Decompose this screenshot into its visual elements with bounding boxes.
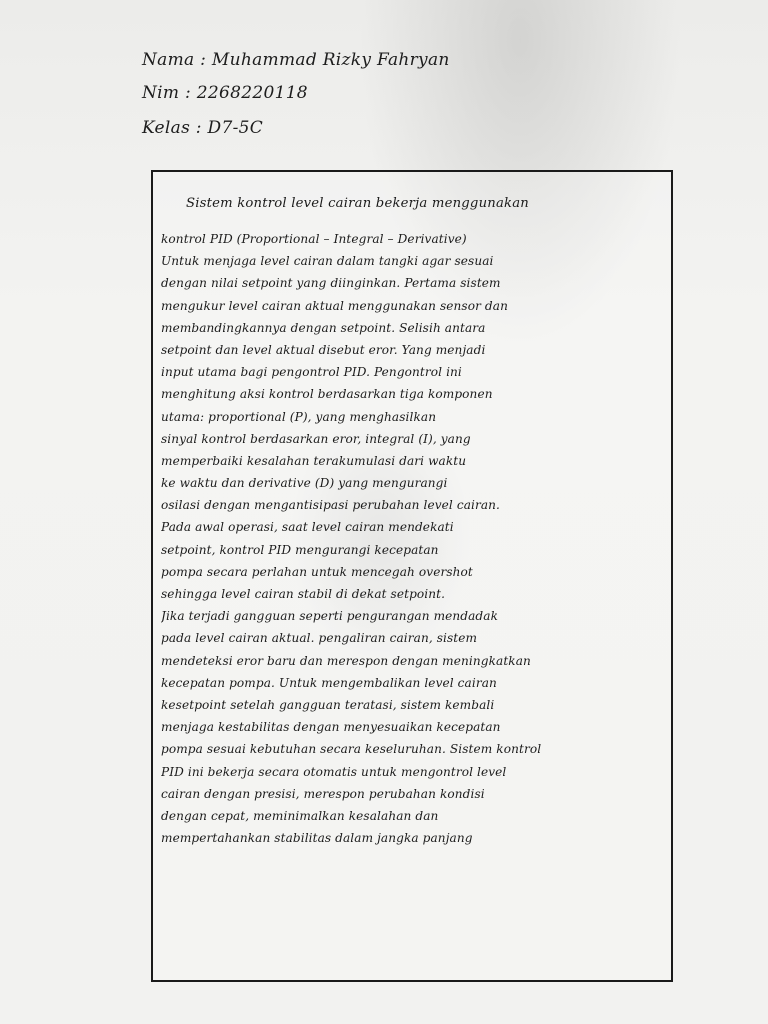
answer-line: Pada awal operasi, saat level cairan mendekati: [161, 520, 454, 535]
answer-line: utama: proportional (P), yang menghasilkan: [161, 409, 437, 424]
answer-line: sinyal kontrol berdasarkan eror, integral (I), yang: [161, 431, 471, 446]
answer-line: mendeteksi eror baru dan merespon dengan meningkatkan: [161, 653, 531, 668]
answer-line: pada level cairan aktual. pengaliran cairan, sistem: [161, 631, 478, 646]
student-name-line: Nama : Muhammad Rizky Fahryan: [142, 50, 450, 70]
answer-box: [151, 170, 673, 982]
answer-line: Untuk menjaga level cairan dalam tangki agar sesuai: [161, 254, 494, 269]
answer-line: mengukur level cairan aktual menggunakan sensor dan: [161, 298, 508, 313]
answer-line: pompa sesuai kebutuhan secara keseluruhan. Sistem kontrol: [161, 742, 542, 757]
answer-line: kontrol PID (Proportional – Integral – Derivative): [161, 232, 467, 246]
answer-line: ke waktu dan derivative (D) yang mengurangi: [161, 476, 448, 491]
answer-line: input utama bagi pengontrol PID. Pengontrol ini: [161, 365, 462, 380]
answer-line: pompa secara perlahan untuk mencegah overshot: [161, 564, 473, 579]
answer-line: osilasi dengan mengantisipasi perubahan level cairan.: [161, 498, 501, 513]
answer-line: sehingga level cairan stabil di dekat setpoint.: [161, 587, 446, 601]
answer-line: memperbaiki kesalahan terakumulasi dari waktu: [161, 453, 467, 468]
answer-body: [161, 228, 669, 849]
answer-line: kesetpoint setelah gangguan teratasi, sistem kembali: [161, 697, 495, 712]
answer-line: kecepatan pompa. Untuk mengembalikan level cairan: [161, 675, 497, 690]
student-id-line: Nim : 2268220118: [142, 83, 308, 103]
answer-line: setpoint, kontrol PID mengurangi kecepatan: [161, 542, 439, 557]
answer-line: setpoint dan level aktual disebut eror. Yang menjadi: [161, 342, 486, 357]
answer-line: mempertahankan stabilitas dalam jangka panjang: [161, 831, 473, 846]
answer-line: cairan dengan presisi, merespon perubahan kondisi: [161, 786, 485, 801]
class-line: Kelas : D7-5C: [142, 118, 264, 138]
answer-line: Jika terjadi gangguan seperti pengurangan mendadak: [161, 609, 499, 624]
answer-line: membandingkannya dengan setpoint. Selisih antara: [161, 320, 486, 335]
answer-line: PID ini bekerja secara otomatis untuk mengontrol level: [161, 764, 507, 779]
answer-line: menghitung aksi kontrol berdasarkan tiga komponen: [161, 387, 493, 402]
answer-title: Sistem kontrol level cairan bekerja menggunakan: [186, 196, 529, 211]
answer-line: dengan cepat, meminimalkan kesalahan dan: [161, 808, 439, 823]
answer-line: menjaga kestabilitas dengan menyesuaikan kecepatan: [161, 720, 501, 735]
answer-line: dengan nilai setpoint yang diinginkan. Pertama sistem: [161, 276, 501, 291]
